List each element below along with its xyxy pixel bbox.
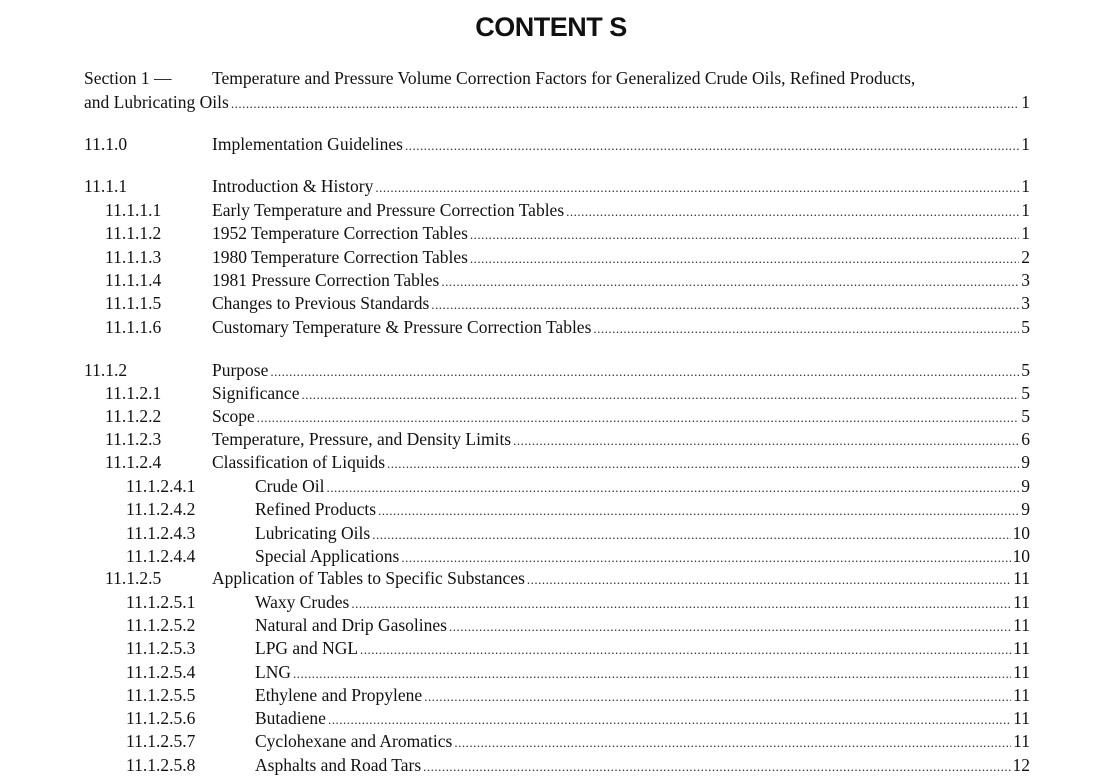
dot-leader xyxy=(423,755,1010,779)
toc-entry-page-number: 11 xyxy=(1013,731,1030,751)
toc-entry[interactable] xyxy=(0,566,1102,590)
toc-entry-title: Scope xyxy=(212,406,255,426)
toc-entry-title: Customary Temperature & Pressure Correction Tables xyxy=(212,317,592,337)
toc-entry-number: 11.1.2.5.6 xyxy=(126,708,196,728)
toc-entry-page-number: 6 xyxy=(1021,429,1030,449)
toc-entry-page-number: 1 xyxy=(1021,176,1030,196)
toc-entry-title: LNG xyxy=(255,662,291,682)
toc-entry-title: Classification of Liquids xyxy=(212,452,386,472)
toc-entry[interactable] xyxy=(0,245,1102,269)
toc-entry-page-number: 9 xyxy=(1021,476,1030,496)
section-title-line1: Temperature and Pressure Volume Correction Factors for Generalized Crude Oils, Refined Products, xyxy=(212,68,916,88)
toc-entry-page-number: 5 xyxy=(1021,383,1030,403)
toc-entry-number: 11.1.2.4 xyxy=(105,452,162,472)
toc-entry[interactable] xyxy=(0,613,1102,637)
dot-leader xyxy=(231,92,1019,116)
toc-entry-page-number: 5 xyxy=(1021,317,1030,337)
toc-entry-number: 11.1.1.2 xyxy=(105,223,162,243)
toc-entry[interactable] xyxy=(0,381,1102,405)
toc-entry[interactable] xyxy=(0,268,1102,292)
toc-entry[interactable] xyxy=(0,521,1102,545)
toc-entry[interactable] xyxy=(0,706,1102,730)
toc-entry-page-number: 11 xyxy=(1013,638,1030,658)
toc-entry[interactable] xyxy=(0,174,1102,198)
toc-entry-title: Ethylene and Propylene xyxy=(255,685,423,705)
toc-entry-number: 11.1.1 xyxy=(84,176,128,196)
toc-entry-title: Implementation Guidelines xyxy=(212,134,403,154)
page-number: 1 xyxy=(1021,92,1030,112)
toc-entry-page-number: 11 xyxy=(1013,708,1030,728)
toc-entry-number: 11.1.2.5.1 xyxy=(126,592,196,612)
toc-entry-title: 1981 Pressure Correction Tables xyxy=(212,270,440,290)
toc-entry-title: Waxy Crudes xyxy=(255,592,350,612)
toc-entry-number: 11.1.1.6 xyxy=(105,317,162,337)
toc-entry-title: Butadiene xyxy=(255,708,326,728)
toc-entry-title: Lubricating Oils xyxy=(255,523,371,543)
dot-leader xyxy=(375,176,1019,200)
toc-entry-page-number: 5 xyxy=(1021,360,1030,380)
toc-entry[interactable] xyxy=(0,660,1102,684)
toc-entry-number: 11.1.1.3 xyxy=(105,247,162,267)
toc-entry-number: 11.1.2.5.7 xyxy=(126,731,196,751)
toc-entry-page-number: 1 xyxy=(1021,223,1030,243)
toc-entry[interactable] xyxy=(0,636,1102,660)
dot-leader xyxy=(470,223,1019,247)
dot-leader xyxy=(527,568,1011,592)
toc-entry[interactable] xyxy=(0,544,1102,568)
toc-entry-number: 11.1.2 xyxy=(84,360,128,380)
toc-entry[interactable] xyxy=(0,358,1102,382)
dot-leader xyxy=(454,731,1011,755)
dot-leader xyxy=(378,499,1019,523)
dot-leader xyxy=(431,293,1019,317)
toc-entry-number: 11.1.2.5 xyxy=(105,568,162,588)
toc-entry-title: Application of Tables to Specific Substances xyxy=(212,568,525,588)
dot-leader xyxy=(387,452,1019,476)
toc-entry-title: Cyclohexane and Aromatics xyxy=(255,731,453,751)
toc-entry-title: Significance xyxy=(212,383,300,403)
toc-entry-title: Natural and Drip Gasolines xyxy=(255,615,447,635)
toc-section-1[interactable] xyxy=(84,66,1030,114)
toc-entry-number: 11.1.2.3 xyxy=(105,429,162,449)
toc-entry-page-number: 12 xyxy=(1012,755,1030,775)
toc-entry-title: 1952 Temperature Correction Tables xyxy=(212,223,468,243)
toc-entry[interactable] xyxy=(0,198,1102,222)
toc-entry-page-number: 11 xyxy=(1013,592,1030,612)
toc-entry-number: 11.1.2.4.4 xyxy=(126,546,196,566)
toc-entry-number: 11.1.2.5.2 xyxy=(126,615,196,635)
toc-entry-number: 11.1.2.4.3 xyxy=(126,523,196,543)
toc-entry[interactable] xyxy=(0,683,1102,707)
toc-entry[interactable] xyxy=(0,450,1102,474)
toc-entry-number: 11.1.2.1 xyxy=(105,383,162,403)
toc-entry-title: 1980 Temperature Correction Tables xyxy=(212,247,468,267)
toc-entry-title: Temperature, Pressure, and Density Limits xyxy=(212,429,512,449)
toc-entry[interactable] xyxy=(0,590,1102,614)
toc-entry-title: Purpose xyxy=(212,360,269,380)
toc-entry[interactable] xyxy=(0,315,1102,339)
toc-entry-title: Early Temperature and Pressure Correction Tables xyxy=(212,200,565,220)
toc-entry-number: 11.1.1.5 xyxy=(105,293,162,313)
toc-entry-page-number: 11 xyxy=(1013,662,1030,682)
toc-entry[interactable] xyxy=(0,427,1102,451)
toc-entry-number: 11.1.2.2 xyxy=(105,406,162,426)
toc-entry-page-number: 10 xyxy=(1012,546,1030,566)
toc-entry[interactable] xyxy=(0,132,1102,156)
toc-entry[interactable] xyxy=(0,497,1102,521)
toc-entry-number: 11.1.1.1 xyxy=(105,200,162,220)
dot-leader xyxy=(593,317,1019,341)
toc-entry-number: 11.1.0 xyxy=(84,134,128,154)
toc-entry-number: 11.1.2.5.4 xyxy=(126,662,196,682)
page-title: CONTENT S xyxy=(475,12,627,42)
toc-entry-title: Special Applications xyxy=(255,546,400,566)
toc-entry-page-number: 11 xyxy=(1013,685,1030,705)
toc-entry-number: 11.1.2.4.2 xyxy=(126,499,196,519)
toc-entry[interactable] xyxy=(0,753,1102,777)
toc-entry[interactable] xyxy=(0,221,1102,245)
toc-entry-number: 11.1.2.5.3 xyxy=(126,638,196,658)
toc-entry-title: Refined Products xyxy=(255,499,377,519)
toc-entry[interactable] xyxy=(0,474,1102,498)
toc-entry-page-number: 1 xyxy=(1021,200,1030,220)
toc-entry-page-number: 5 xyxy=(1021,406,1030,426)
toc-entry-number: 11.1.2.5.5 xyxy=(126,685,196,705)
toc-entry-page-number: 3 xyxy=(1021,293,1030,313)
toc-entry-page-number: 9 xyxy=(1021,452,1030,472)
dot-leader xyxy=(405,134,1019,158)
toc-entry-page-number: 11 xyxy=(1013,615,1030,635)
dot-leader xyxy=(360,638,1011,662)
toc-entry-title: Crude Oil xyxy=(255,476,325,496)
toc-entry[interactable] xyxy=(0,729,1102,753)
section-title-line2: and Lubricating Oils xyxy=(84,92,229,112)
toc-entry[interactable] xyxy=(0,404,1102,428)
toc-entry[interactable] xyxy=(0,291,1102,315)
toc-entry-title: Asphalts and Road Tars xyxy=(255,755,422,775)
toc-entry-number: 11.1.2.4.1 xyxy=(126,476,196,496)
toc-entry-page-number: 3 xyxy=(1021,270,1030,290)
toc-entry-title: LPG and NGL xyxy=(255,638,359,658)
toc-entry-page-number: 1 xyxy=(1021,134,1030,154)
toc-entry-page-number: 11 xyxy=(1013,568,1030,588)
toc-entry-number: 11.1.2.5.8 xyxy=(126,755,196,775)
section-label: Section 1 — xyxy=(84,68,172,88)
toc-entry-title: Introduction & History xyxy=(212,176,374,196)
toc-entry-number: 11.1.1.4 xyxy=(105,270,162,290)
toc-entry-page-number: 2 xyxy=(1021,247,1030,267)
toc-entry-page-number: 10 xyxy=(1012,523,1030,543)
toc-entry-title: Changes to Previous Standards xyxy=(212,293,430,313)
toc-entry-page-number: 9 xyxy=(1021,499,1030,519)
